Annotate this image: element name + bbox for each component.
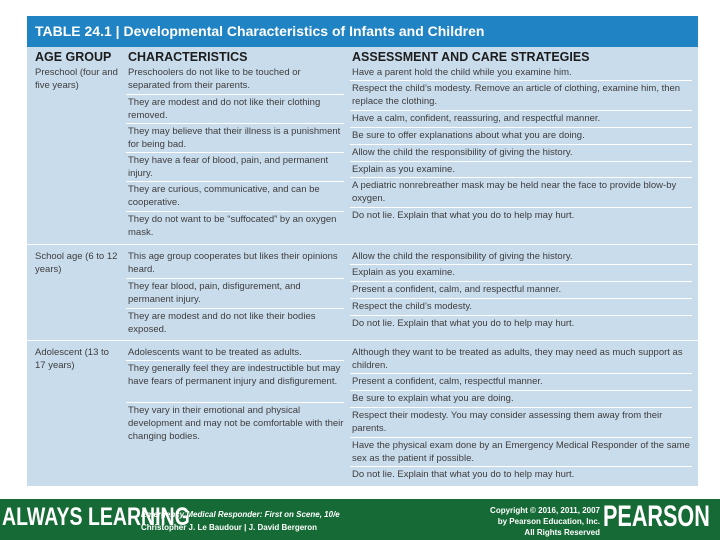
row-divider	[350, 177, 692, 178]
char-cell: They generally feel they are indestructible but may have fears of permanent injury and disfigurement.	[128, 363, 341, 387]
strategy-cell: Explain as you examine.	[352, 164, 455, 175]
char-cell: They are modest and do not like their clothing removed.	[128, 97, 321, 121]
strategy-cell: Allow the child the responsibility of giving the history.	[352, 251, 573, 262]
age-preschool: Preschool (four and five years)	[35, 67, 118, 91]
strategy-cell: Do not lie. Explain that what you do to help may hurt.	[352, 210, 575, 221]
strategy-cell: Explain as you examine.	[352, 267, 455, 278]
strategy-cell: Although they want to be treated as adults, they may need as much support as children.	[352, 347, 683, 371]
copyright-line: by Pearson Education, Inc.	[497, 517, 600, 526]
row-divider	[126, 152, 344, 153]
header-strategies: ASSESSMENT AND CARE STRATEGIES	[352, 50, 590, 64]
strategy-cell: Allow the child the responsibility of giving the history.	[352, 147, 573, 158]
table-title: TABLE 24.1 | Developmental Characteristics of Infants and Children	[27, 16, 698, 47]
copyright-line: Copyright © 2016, 2011, 2007	[490, 506, 600, 515]
char-cell: They are modest and do not like their bodies exposed.	[128, 311, 316, 335]
row-divider	[350, 161, 692, 162]
copyright-line: All Rights Reserved	[524, 528, 600, 537]
row-divider	[350, 437, 692, 438]
book-authors: Christopher J. Le Baudour | J. David Bergeron	[141, 523, 318, 532]
strategy-cell: A pediatric nonrebreather mask may be held near the face to provide blow-by oxygen.	[352, 180, 677, 204]
row-divider	[126, 360, 344, 361]
strategy-cell: Respect the child’s modesty.	[352, 301, 473, 312]
pearson-logo: PEARSON	[603, 500, 710, 533]
strategy-cell: Respect the child’s modesty. Remove an article of clothing, examine him, then replace the clothing.	[352, 83, 681, 107]
row-divider	[126, 123, 344, 124]
row-divider	[350, 298, 692, 299]
char-cell: They do not want to be “suffocated” by an oxygen mask.	[128, 214, 337, 238]
char-cell: They may believe that their illness is a punishment for being bad.	[128, 126, 341, 150]
row-divider	[126, 402, 344, 403]
header-age-group: AGE GROUP	[35, 50, 112, 64]
row-divider	[126, 211, 344, 212]
book-citation	[141, 508, 441, 534]
row-divider	[350, 390, 692, 391]
strategy-cell: Respect their modesty. You may consider assessing them away from their parents.	[352, 410, 663, 434]
strategy-cell: Present a confident, calm, and respectful manner.	[352, 284, 562, 295]
strategy-cell: Be sure to explain what you are doing.	[352, 393, 514, 404]
copyright-notice	[450, 505, 600, 538]
row-divider	[350, 373, 692, 374]
char-cell: Preschoolers do not like to be touched or separated from their parents.	[128, 67, 301, 91]
row-divider	[350, 80, 692, 81]
row-divider	[350, 407, 692, 408]
strategy-cell: Have a parent hold the child while you examine him.	[352, 67, 572, 78]
char-cell: Adolescents want to be treated as adults.	[128, 347, 302, 358]
row-divider	[350, 207, 692, 208]
row-divider	[350, 144, 692, 145]
age-adolescent: Adolescent (13 to 17 years)	[35, 347, 109, 371]
group-divider	[27, 340, 698, 341]
row-divider	[126, 94, 344, 95]
always-learning-logo: ALWAYS LEARNING	[2, 503, 190, 531]
row-divider	[350, 264, 692, 265]
row-divider	[126, 181, 344, 182]
strategy-cell: Be sure to offer explanations about what you are doing.	[352, 130, 585, 141]
strategy-cell: Have a calm, confident, reassuring, and respectful manner.	[352, 113, 601, 124]
char-cell: They vary in their emotional and physical development and may not be comfortable with their changing bodies.	[128, 405, 344, 442]
strategy-cell: Have the physical exam done by an Emergency Medical Responder of the same sex as the patient if possible.	[352, 440, 690, 464]
group-divider	[27, 244, 698, 245]
row-divider	[126, 278, 344, 279]
header-characteristics: CHARACTERISTICS	[128, 50, 248, 64]
book-title: Emergency Medical Responder: First on Scene, 10/e	[141, 510, 340, 519]
row-divider	[126, 308, 344, 309]
row-divider	[350, 315, 692, 316]
strategy-cell: Do not lie. Explain that what you do to help may hurt.	[352, 318, 575, 329]
row-divider	[350, 110, 692, 111]
row-divider	[350, 127, 692, 128]
char-cell: They fear blood, pain, disfigurement, and permanent injury.	[128, 281, 301, 305]
strategy-cell: Do not lie. Explain that what you do to help may hurt.	[352, 469, 575, 480]
char-cell: They are curious, communicative, and can be cooperative.	[128, 184, 320, 208]
row-divider	[350, 466, 692, 467]
char-cell: This age group cooperates but likes their opinions heard.	[128, 251, 338, 275]
age-school: School age (6 to 12 years)	[35, 251, 118, 275]
row-divider	[350, 281, 692, 282]
strategy-cell: Present a confident, calm, respectful manner.	[352, 376, 543, 387]
char-cell: They have a fear of blood, pain, and permanent injury.	[128, 155, 329, 179]
